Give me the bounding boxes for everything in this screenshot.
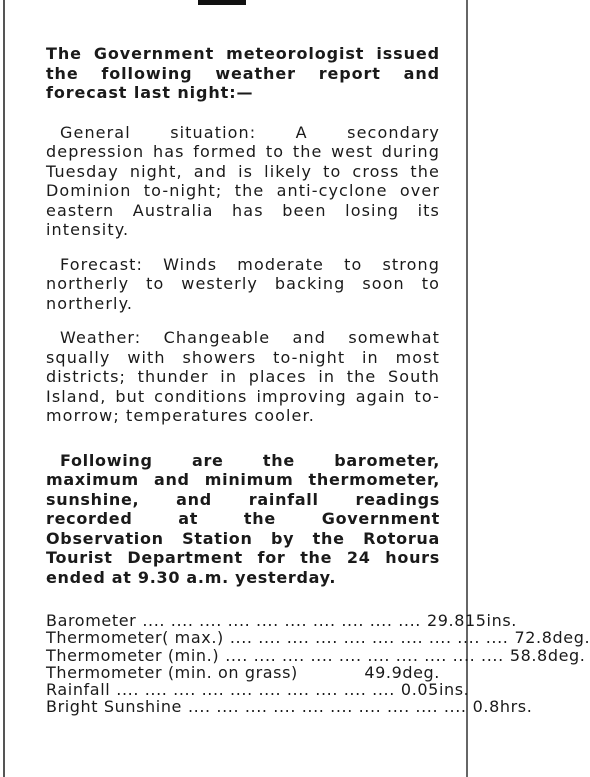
reading-row-bright-sunshine: [46, 697, 533, 717]
reading-value: 72.8deg.: [514, 628, 590, 648]
column-rule-left: [3, 0, 5, 777]
weather-report-article: [46, 44, 590, 717]
leader-dots: .... .... .... .... .... .... .... .... .... ....: [229, 628, 509, 648]
weather-paragraph: [46, 328, 440, 426]
reading-label: Barometer: [46, 611, 137, 630]
reading-label: Thermometer (min.): [46, 645, 220, 665]
reading-row-thermometer-grass: [46, 664, 440, 681]
weather-text: Weather: Changeable and somewhat squally with showers to-night in most districts; thunder in places in the South Island, but conditions improving again to-morrow; temperatures cooler.: [46, 328, 440, 425]
general-situation-paragraph: [46, 123, 440, 240]
section-divider: [198, 0, 246, 5]
reading-label: Thermometer( max.): [46, 628, 224, 648]
leader-dots: [298, 664, 364, 681]
forecast-paragraph: [46, 255, 440, 314]
leader-dots: .... .... .... .... .... .... .... .... .... ....: [142, 611, 421, 630]
reading-row-thermometer-min: [46, 645, 586, 665]
reading-label: Rainfall: [46, 680, 111, 700]
reading-value: 58.8deg.: [509, 645, 586, 665]
leader-dots: .... .... .... .... .... .... .... .... .... ....: [225, 645, 504, 665]
reading-value: 49.9deg.: [364, 662, 440, 682]
reading-row-thermometer-max: [46, 628, 590, 648]
reading-value: 29.815ins.: [426, 611, 517, 630]
reading-label: Bright Sunshine: [46, 697, 182, 717]
leader-dots: .... .... .... .... .... .... .... .... .... ....: [188, 697, 467, 717]
reading-label: Thermometer (min. on grass): [46, 662, 298, 682]
article-intro: The Government meteorologist issued the following weather report and forecast last night:—: [46, 44, 440, 102]
reading-row-rainfall: [46, 680, 470, 700]
forecast-text: Forecast: Winds moderate to strong northerly to westerly backing soon to northerly.: [46, 254, 440, 313]
reading-row-barometer: [46, 611, 517, 630]
reading-value: 0.05ins.: [400, 680, 470, 700]
readings-intro-text: Following are the barometer, maximum and minimum thermometer, sunshine, and rainfall readings recorded at the Government Observation Station by the Rotorua Tourist Department for the 24 hours ended at 9.30 a.m. yesterday.: [46, 450, 440, 587]
readings-table: [46, 611, 590, 717]
reading-value: 0.8hrs.: [472, 697, 533, 717]
readings-intro-paragraph: [46, 451, 440, 588]
leader-dots: .... .... .... .... .... .... .... .... .... ....: [116, 680, 395, 700]
general-situation-text: General situation: A secondary depression has formed to the west during Tuesday night, and is likely to cross the Dominion to-night; the anti-cyclone over eastern Australia has been losing its intensity.: [46, 122, 440, 239]
